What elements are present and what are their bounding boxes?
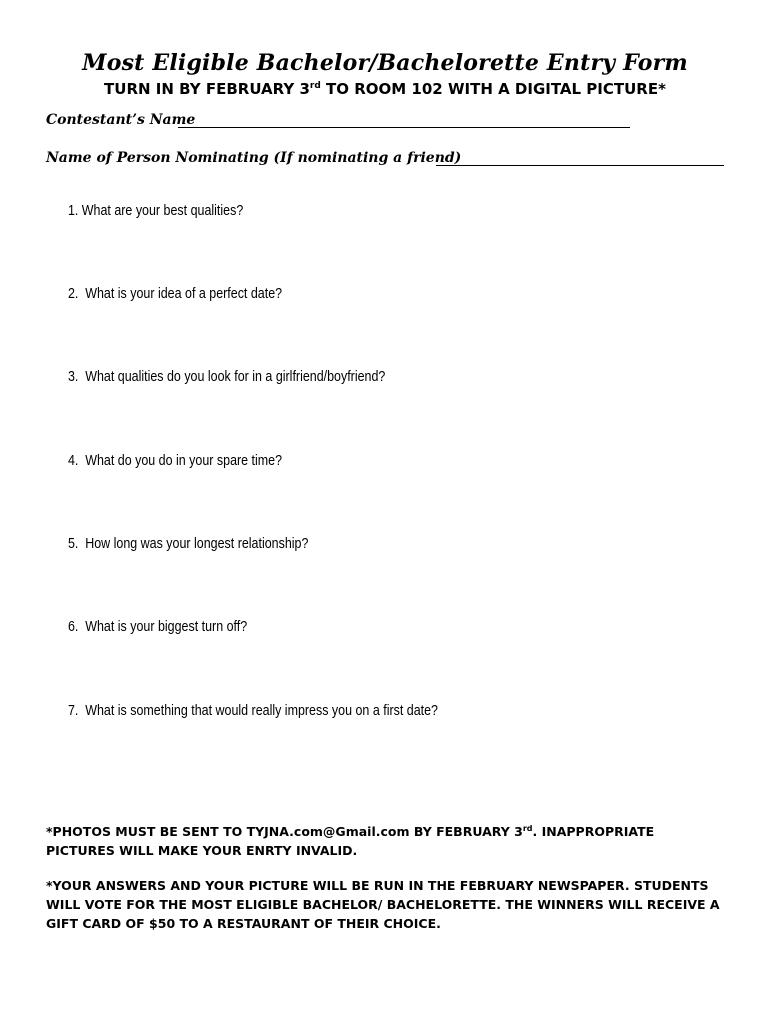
question-5 — [68, 536, 308, 552]
question-7-text: What is something that would really impress you on a first date? — [85, 703, 439, 719]
question-3 — [68, 369, 385, 385]
photo-note-after: . INAPPROPRIATE PICTURES WILL MAKE YOUR ENRTY INVALID. — [46, 824, 655, 858]
question-5-text: How long was your longest relationship? — [85, 536, 309, 552]
subtitle-after: TO ROOM 102 WITH A DIGITAL PICTURE* — [320, 80, 666, 98]
question-4-number: 4. — [68, 453, 79, 469]
question-6 — [68, 619, 247, 635]
answers-publication-note: *YOUR ANSWERS AND YOUR PICTURE WILL BE RUN IN THE FEBRUARY NEWSPAPER. STUDENTS WILL VOTE FOR THE MOST ELIGIBLE BACHELOR/ BACHELORETTE. THE WINNERS WILL RECEIVE A GIFT CARD OF $50 TO A RESTAURANT OF THEIR CHOICE. — [46, 878, 720, 931]
question-2 — [68, 286, 282, 302]
question-4-text: What do you do in your spare time? — [85, 453, 283, 469]
question-5-number: 5. — [68, 536, 79, 552]
nominator-name-line[interactable] — [436, 165, 724, 166]
question-3-text: What qualities do you look for in a girlfriend/boyfriend? — [85, 369, 386, 385]
question-6-text: What is your biggest turn off? — [85, 619, 248, 635]
photo-note-sup: rd — [522, 824, 533, 833]
subtitle-sup: rd — [309, 81, 321, 91]
question-2-text: What is your idea of a perfect date? — [85, 286, 283, 302]
question-1-number: 1. — [68, 203, 79, 219]
contestant-name-label: Contestant’s Name — [46, 112, 196, 128]
nominator-name-label: Name of Person Nominating (If nominating a friend) — [46, 150, 462, 166]
question-7 — [68, 703, 438, 719]
photo-submission-note — [46, 819, 726, 860]
question-3-number: 3. — [68, 369, 79, 385]
question-1 — [68, 203, 243, 219]
photo-note-before: *PHOTOS MUST BE SENT TO TYJNA.com@Gmail.com BY FEBRUARY 3 — [46, 824, 523, 839]
form-title: Most Eligible Bachelor/Bachelorette Entry Form — [82, 50, 688, 76]
question-4 — [68, 453, 282, 469]
question-2-number: 2. — [68, 286, 79, 302]
contestant-name-line[interactable] — [178, 127, 630, 128]
question-6-number: 6. — [68, 619, 79, 635]
question-1-text: What are your best qualities? — [81, 203, 244, 219]
question-7-number: 7. — [68, 703, 79, 719]
subtitle-before: TURN IN BY FEBRUARY 3 — [104, 80, 310, 98]
form-subtitle — [0, 80, 770, 98]
